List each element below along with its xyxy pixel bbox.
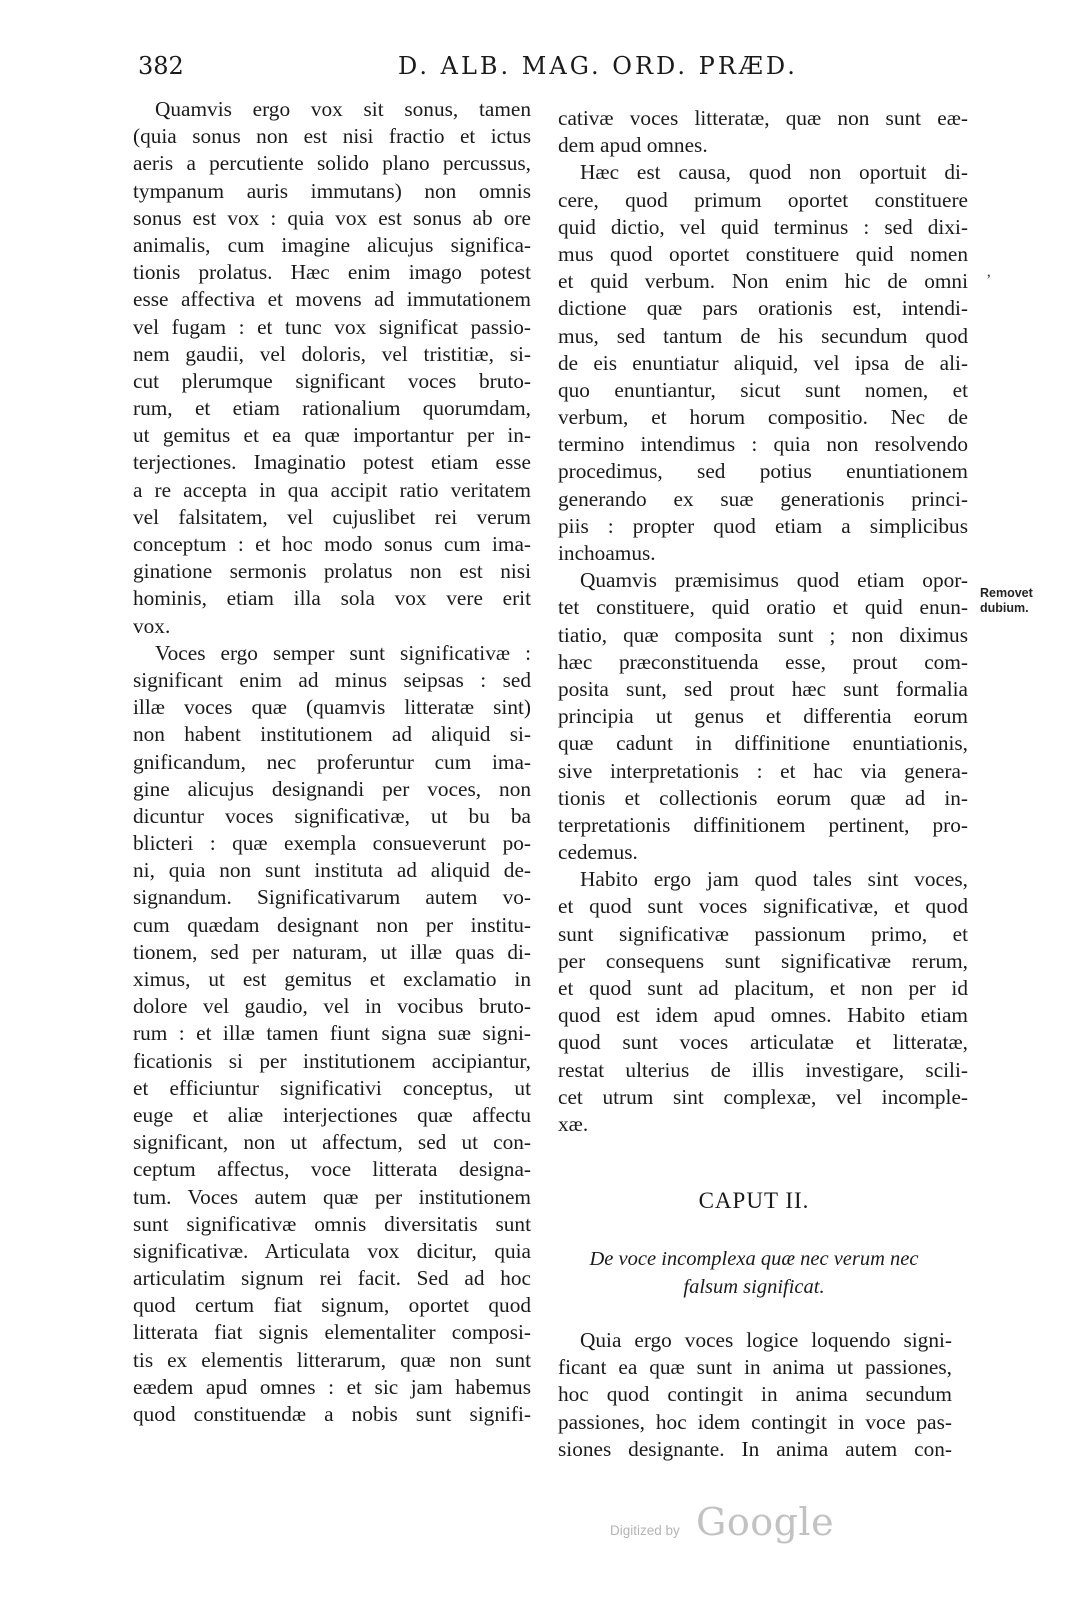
- text-line: Quia ergo voces logice loquendo signi-: [580, 1328, 952, 1352]
- text-line: Quamvis præmisimus quod etiam opor-: [580, 568, 968, 593]
- text-line: passiones, hoc idem contingit in voce pas-: [558, 1409, 952, 1434]
- text-line: sive interpretationis : et hac via genera-: [558, 758, 968, 783]
- margin-note-line: Removet: [980, 586, 1033, 600]
- text-line: dictione quæ pars orationis est, intendi-: [558, 296, 968, 321]
- text-line: significativæ. Articulata vox dicitur, quia: [133, 1238, 531, 1263]
- text-line: eædem apud omnes : et sic jam habemus: [133, 1374, 531, 1399]
- text-line: cut plerumque significant voces bruto-: [133, 368, 531, 393]
- text-line: illæ voces quæ (quamvis litteratæ sint): [133, 695, 531, 720]
- chapter-heading: CAPUT II.: [698, 1188, 810, 1213]
- text-line: tionem, sed per naturam, ut illæ quas di-: [133, 939, 531, 964]
- text-line: rum, et etiam rationalium quorumdam,: [133, 396, 531, 421]
- text-line: rum : et illæ tamen fiunt signa suæ signi-: [133, 1021, 531, 1046]
- text-line: principia ut genus et differentia eorum: [558, 704, 968, 729]
- text-line: posita sunt, sed prout hæc sunt formalia: [558, 676, 968, 701]
- text-line: tis ex elementis litterarum, quæ non sunt: [133, 1347, 531, 1372]
- margin-note-line: dubium.: [980, 601, 1029, 615]
- text-line: cere, quod primum oportet constituere: [558, 187, 968, 212]
- text-line: terpretationis diffinitionem pertinent, pro-: [558, 812, 968, 837]
- text-line: siones designante. In anima autem con-: [558, 1436, 952, 1461]
- chapter-subtitle-line: De voce incomplexa quæ nec verum nec: [589, 1248, 919, 1270]
- text-line: terjectiones. Imaginatio potest etiam esse: [133, 450, 531, 475]
- text-line: et quid verbum. Non enim hic de omni: [558, 269, 968, 294]
- text-line: tionis et collectionis eorum quæ ad in-: [558, 785, 968, 810]
- text-line: quod est idem apud omnes. Habito etiam: [558, 1003, 968, 1028]
- text-line: gnificandum, nec proferuntur cum ima-: [133, 749, 531, 774]
- text-line: quæ cadunt in diffinitione enuntiationis,: [558, 731, 968, 756]
- text-line: euge et aliæ interjectiones quæ affectu: [133, 1102, 531, 1127]
- text-line: et efficiuntur significativi conceptus, ut: [133, 1075, 531, 1100]
- text-line: cativæ voces litteratæ, quæ non sunt eæ-: [558, 106, 968, 130]
- text-line: nem gaudii, vel doloris, vel tristitiæ, si-: [133, 341, 531, 366]
- right-column: [558, 105, 968, 1138]
- text-line: aeris a percutiente solido plano percussus,: [133, 151, 531, 176]
- text-line: animalis, cum imagine alicujus significa-: [133, 232, 531, 257]
- text-line: ni, quia non sunt instituta ad aliquid de-: [133, 858, 531, 883]
- text-line: mus, sed tantum de his secundum quod: [558, 323, 968, 348]
- text-line: sonus est vox : quia vox est sonus ab ore: [133, 205, 531, 230]
- text-line: piis : propter quod etiam a simplicibus: [558, 513, 968, 538]
- text-line: quod constituendæ a nobis sunt signifi-: [133, 1402, 531, 1426]
- text-line: cum quædam designant non per institu-: [133, 912, 531, 937]
- text-line: Voces ergo semper sunt significativæ :: [155, 640, 531, 665]
- text-line: dolore vel gaudio, vel in vocibus bruto-: [133, 994, 531, 1019]
- text-line: et quod sunt voces significativæ, et quod: [558, 894, 968, 919]
- text-line: signandum. Significativarum autem vo-: [133, 885, 531, 910]
- text-line: xæ.: [558, 1111, 589, 1136]
- text-line: de eis enuntiatur aliquid, vel ipsa de ali-: [558, 350, 968, 375]
- text-line: restat ulterius de illis investigare, scili-: [558, 1057, 968, 1082]
- text-line: ceptum affectus, voce litterata designa-: [133, 1157, 531, 1182]
- text-line: termino intendimus : quia non resolvendo: [558, 432, 968, 457]
- text-line: tympanum auris immutans) non omnis: [133, 178, 531, 203]
- text-line: cedemus.: [558, 840, 638, 865]
- text-line: conceptum : et hoc modo sonus cum ima-: [133, 532, 531, 556]
- running-head: D. ALB. MAG. ORD. PRÆD.: [398, 52, 798, 80]
- text-line: et quod sunt ad placitum, et non per id: [558, 976, 968, 1000]
- text-line: tum. Voces autem quæ per institutionem: [133, 1184, 531, 1209]
- google-logo: Google: [696, 1500, 835, 1544]
- text-line: litterata fiat signis elementaliter composi-: [133, 1320, 531, 1345]
- text-line: blicteri : quæ exempla consueverunt po-: [133, 831, 531, 856]
- text-line: mus quod oportet constituere quid nomen: [558, 241, 968, 266]
- text-line: non habent institutionem ad aliquid si-: [133, 722, 531, 747]
- text-line: inchoamus.: [558, 541, 656, 565]
- text-line: ginatione sermonis prolatus non est nisi: [133, 559, 531, 584]
- text-line: significant, non ut affectum, sed ut con-: [133, 1130, 531, 1155]
- text-line: hoc quod contingit in anima secundum: [558, 1382, 952, 1407]
- text-line: sunt significativæ omnis diversitatis sunt: [133, 1211, 531, 1236]
- text-line: (quia sonus non est nisi fractio et ictus: [133, 124, 531, 149]
- text-line: cet utrum sint complexæ, vel incomple-: [558, 1084, 968, 1109]
- chapter-subtitle-line: falsum significat.: [683, 1276, 825, 1298]
- digitized-label: Digitized by: [610, 1523, 680, 1538]
- text-line: per consequens sunt significativæ rerum,: [558, 948, 968, 973]
- margin-note: [980, 586, 1033, 616]
- text-line: procedimus, sed potius enuntiationem: [558, 459, 968, 484]
- text-line: ficant ea quæ sunt in anima ut passiones,: [558, 1355, 952, 1380]
- text-line: quo enuntiantur, sicut sunt nomen, et: [558, 377, 968, 402]
- text-line: ximus, ut est gemitus et exclamatio in: [133, 967, 531, 991]
- text-line: vel falsitatem, vel cujuslibet rei verum: [133, 504, 531, 529]
- text-line: vel fugam : et tunc vox significat passio-: [133, 314, 531, 339]
- text-line: Quamvis ergo vox sit sonus, tamen: [155, 97, 531, 121]
- text-line: verbum, et horum compositio. Nec de: [558, 405, 968, 430]
- text-line: quod certum fiat signum, oportet quod: [133, 1293, 531, 1318]
- chapter-text: [558, 1327, 952, 1463]
- text-line: esse affectiva et movens ad immutationem: [133, 287, 531, 312]
- text-line: gine alicujus designandi per voces, non: [133, 776, 531, 801]
- text-line: hæc præconstituenda esse, prout com-: [558, 649, 968, 674]
- text-line: ut gemitus et ea quæ importantur per in-: [133, 423, 531, 448]
- margin-mark: ʼ: [986, 272, 992, 289]
- text-line: Habito ergo jam quod tales sint voces,: [580, 867, 968, 892]
- text-line: significant enim ad minus seipsas : sed: [133, 667, 531, 692]
- page-number: 382: [138, 52, 184, 80]
- text-line: a re accepta in qua accipit ratio veritatem: [133, 477, 531, 502]
- text-line: ficationis si per institutionem accipiantur,: [133, 1048, 531, 1073]
- text-line: tet constituere, quid oratio et quid enun-: [558, 595, 968, 620]
- chapter-subtitle: [548, 1245, 960, 1301]
- text-line: sunt significativæ passionum primo, et: [558, 921, 968, 946]
- text-line: hominis, etiam illa sola vox vere erit: [133, 586, 531, 611]
- left-column: [133, 96, 531, 1428]
- text-line: quid dictio, vel quid terminus : sed dixi-: [558, 214, 968, 239]
- text-line: tiatio, quæ composita sunt ; non diximus: [558, 622, 968, 647]
- text-line: quod sunt voces articulatæ et litteratæ,: [558, 1030, 968, 1055]
- text-line: Hæc est causa, quod non oportuit di-: [580, 160, 968, 185]
- text-line: generando ex suæ generationis princi-: [558, 486, 968, 511]
- text-line: tionis prolatus. Hæc enim imago potest: [133, 260, 531, 285]
- text-line: vox.: [133, 613, 171, 638]
- text-line: dem apud omnes.: [558, 133, 708, 158]
- text-line: dicuntur voces significativæ, ut bu ba: [133, 803, 531, 828]
- text-line: articulatim signum rei facit. Sed ad hoc: [133, 1266, 531, 1291]
